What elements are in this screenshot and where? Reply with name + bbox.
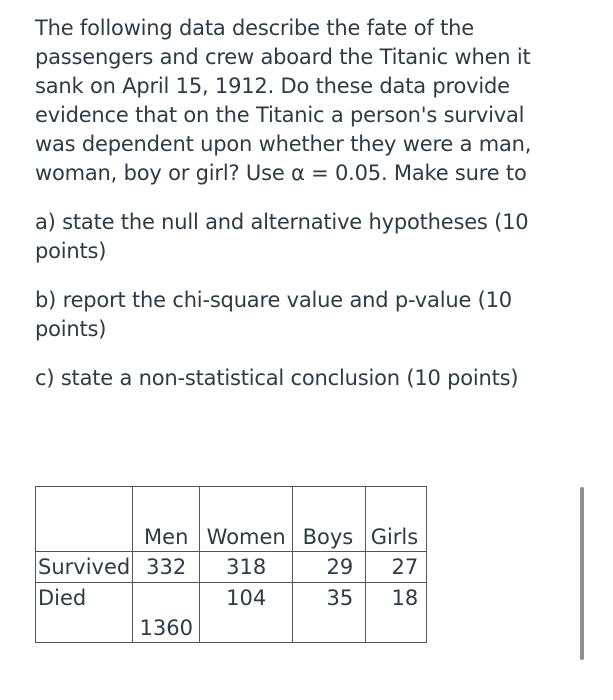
cell-died-men: 1360 (133, 583, 200, 643)
table-row-survived (36, 552, 427, 583)
cell-died-women: 104 (200, 583, 293, 643)
header-boys: Boys (293, 487, 366, 552)
question-part-a: a) state the null and alternative hypotheses (10 points) (35, 210, 529, 263)
header-men: Men (133, 487, 200, 552)
row-label-died: Died (36, 583, 133, 643)
question-text (35, 14, 555, 413)
cell-survived-women: 318 (200, 552, 293, 583)
cell-survived-girls: 27 (366, 552, 427, 583)
row-label-survived: Survived (36, 552, 133, 583)
table-row-died (36, 583, 427, 643)
table-header-row (36, 487, 427, 552)
cell-died-boys: 35 (293, 583, 366, 643)
header-women: Women (200, 487, 293, 552)
table-corner-cell (36, 487, 133, 552)
titanic-data-table (35, 486, 427, 643)
cell-survived-men: 332 (133, 552, 200, 583)
cell-died-girls: 18 (366, 583, 427, 643)
question-part-b: b) report the chi-square value and p-value (10 points) (35, 288, 512, 341)
cell-survived-boys: 29 (293, 552, 366, 583)
question-part-c: c) state a non-statistical conclusion (10 points) (35, 366, 519, 390)
vertical-scrollbar[interactable] (580, 487, 584, 660)
question-intro: The following data describe the fate of the passengers and crew aboard the Titanic when it sank on April 15, 1912. Do these data provide evidence that on the Titanic a person's survival was dependent upon whether they were a man, woman, boy or girl? Use α = 0.05. Make sure to (35, 16, 532, 185)
header-girls: Girls (366, 487, 427, 552)
